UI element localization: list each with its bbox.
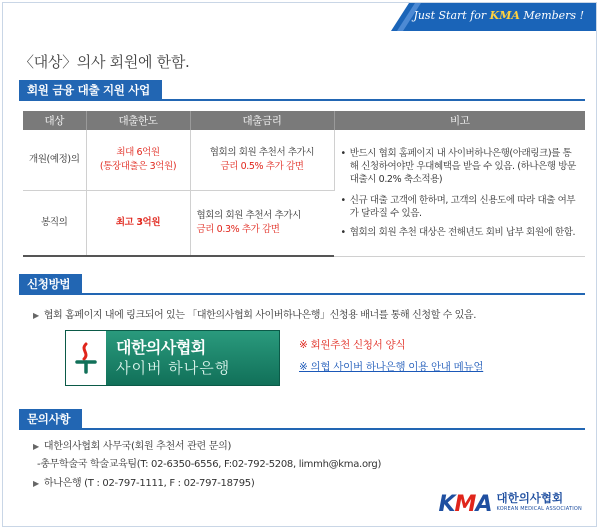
top-banner [391, 3, 596, 31]
contact-hana [33, 474, 254, 489]
contact-kma-text: 대한의사협회 사무국(회원 추천서 관련 문의) [43, 441, 232, 452]
list-item [341, 194, 580, 220]
col-rate: 대출금리 [190, 111, 334, 130]
remark-text: 협회의 회원 추천 대상은 전해년도 회비 납부 회원에 한함. [349, 226, 576, 238]
row-target: 개원(예정)의 [23, 130, 86, 190]
bullet: • [340, 226, 346, 238]
bullet: • [340, 194, 346, 206]
rate-discount: 금리 0.5% 추가 감면 [220, 160, 304, 172]
banner-title: 대한의사협회 [116, 338, 206, 357]
banner-subtitle: 사이버 하나은행 [116, 359, 231, 377]
table-row [23, 130, 585, 190]
contact-kma [33, 437, 231, 452]
loan-table [23, 111, 585, 257]
row-target: 봉직의 [23, 190, 86, 256]
hana-bank-logo-icon [66, 331, 106, 385]
org-english-name: KOREAN MEDICAL ASSOCIATION [496, 506, 582, 512]
kma-logo-mark: KMA [438, 491, 492, 517]
triangle-right-icon: ▶ [33, 479, 39, 488]
col-limit: 대출한도 [86, 111, 190, 130]
col-remarks: 비고 [334, 111, 585, 130]
apply-section-title: 신청방법 [19, 274, 82, 294]
remarks-cell [334, 130, 585, 256]
rate-condition: 협회의 회원 추천서 추가시 [196, 209, 301, 221]
list-item [341, 226, 580, 239]
row-rate [190, 130, 334, 190]
org-korean-name: 대한의사협회 [496, 491, 564, 505]
loan-section-header [19, 79, 585, 101]
row-limit [86, 190, 190, 256]
apply-description [33, 306, 476, 321]
page-title: 〈대상〉의사 회원에 한함. [19, 53, 190, 71]
apply-text: 협회 홈페이지 내에 링크되어 있는 「대한의사협회 사이버하나은행」신청용 배너를 통해 신청할 수 있음. [43, 310, 476, 321]
contact-section-header [19, 408, 585, 430]
loan-section-title: 회원 금융 대출 지원 사업 [19, 80, 162, 100]
cyber-hana-bank-banner[interactable] [65, 330, 280, 386]
remark-text: 신규 대출 고객에 한하며, 고객의 신용도에 따라 대출 여부가 달라질 수 있음. [349, 194, 576, 219]
limit-value: 최대 6억원 [116, 146, 160, 158]
bullet: • [340, 147, 346, 159]
page-frame [2, 2, 597, 527]
remark-text: 반드시 협회 홈페이지 내 사이버하나은행(아래링크)를 통해 신청하여야만 우대혜택을 받을 수 있음. (하나은행 방문대출시 0.2% 축소적용) [349, 147, 576, 185]
contact-section-title: 문의사항 [19, 409, 82, 429]
table-header-row [23, 111, 585, 130]
triangle-right-icon: ▶ [33, 442, 39, 451]
apply-section-header [19, 273, 585, 295]
limit-note: (통장대출은 3억원) [99, 160, 177, 172]
rate-discount: 금리 0.3% 추가 감면 [196, 223, 280, 235]
tagline: Just Start for KMA Members ! [413, 9, 584, 22]
row-limit [86, 130, 190, 190]
recommendation-form-link[interactable]: ※ 회원추천 신청서 양식 [299, 339, 406, 351]
col-target: 대상 [23, 111, 86, 130]
contact-hana-text: 하나은행 (T : 02-797-1111, F : 02-797-18795) [43, 478, 255, 489]
list-item [341, 147, 580, 186]
limit-value: 최고 3억원 [115, 216, 161, 228]
rate-condition: 협회의 회원 추천서 추가시 [209, 146, 315, 158]
usage-guide-link[interactable]: ※ 의협 사이버 하나은행 이용 안내 메뉴얼 [299, 361, 484, 373]
kma-footer-logo [438, 489, 582, 519]
contact-kma-detail: -총무학술국 학술교육팀(T: 02-6350-6556, F:02-792-5208, limmh@kma.org) [37, 459, 382, 470]
row-rate [190, 190, 334, 256]
triangle-right-icon: ▶ [33, 311, 39, 320]
